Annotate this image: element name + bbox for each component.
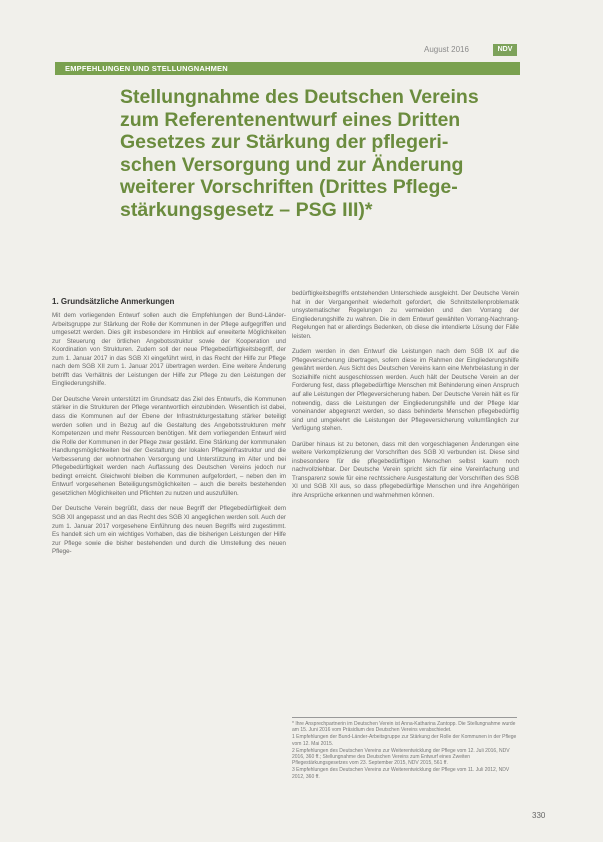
left-column xyxy=(52,297,286,564)
page-number: 330 xyxy=(532,811,546,820)
body-paragraph: Darüber hinaus ist zu betonen, dass mit den vorgeschlagenen Änderungen eine weitere Verkomplizierung der Vorschriften des SGB XI verbunden ist. Diese sind insbesondere für die pflegebedürftigen Menschen selbst kaum noch nachvollziehbar. Der Deutsche Verein spricht sich für eine Vereinfachung und Transparenz sowie für eine rechtssichere Ausgestaltung der Vorschriften des SGB XI und SGB XII aus, so dass pflegebedürftige Menschen und ihre Angehörigen ihre Ansprüche erkennen und wahrnehmen können. xyxy=(292,440,519,500)
section-label: EMPFEHLUNGEN UND STELLUNGNAHMEN xyxy=(65,64,228,73)
body-paragraph: Mit dem vorliegenden Entwurf sollen auch die Empfehlungen der Bund-Länder-Arbeitsgruppe zur Stärkung der Rolle der Kommunen in der Pflege aufgegriffen und umgesetzt werden. Dies gilt insbesondere im Hinblick auf erweiterte Möglichkeiten zur Steuerung der örtlichen Angebotsstruktur sowie der Kooperation und Koordination von Strukturen. Zudem soll der neue Pflegebedürftigkeitsbegriff, der zum 1. Januar 2017 in das SGB XI eingeführt wird, in das Recht der Hilfe zur Pflege nach dem SGB XII zum 1. Januar 2017 übertragen werden. Eine weitere Änderung betrifft das Verhältnis der Leistungen der Hilfe zur Pflege zu den Leistungen der Eingliederungshilfe. xyxy=(52,312,286,388)
title-line: zum Referentenentwurf eines Dritten xyxy=(120,108,461,131)
footnote: * Ihre Ansprechpartnerin im Deutschen Verein ist Anna-Katharina Zantopp. Die Stellungnahme wurde am 15. Juni 2016 vom Präsidium des Deutschen Vereins verabschiedet. xyxy=(292,721,516,734)
body-paragraph: Zudem werden in den Entwurf die Leistungen nach dem SGB IX auf die Pflegeversicherung übertragen, sofern diese im Rahmen der Eingliederungshilfe gewährt werden. Aus Sicht des Deutschen Vereins kann eine Mehrbelastung in der Sozialhilfe nicht ausgeschlossen werden. Auch hält der Deutsche Verein an der Forderung fest, dass pflegebedürftige Menschen mit Behinderung einen Anspruch auf alle Leistungen der Pflegeversicherung haben. Der Deutsche Verein hält es für notwendig, dass die Leistungen der Eingliederungshilfe und der Pflege klar voneinander abgegrenzt werden, so dass behinderte Menschen pflegebedürftig sind und umgekehrt die Leistungen der Pflegeversicherung vollumfänglich zur Verfügung stehen. xyxy=(292,348,520,433)
footnote: 1 Empfehlungen der Bund-Länder-Arbeitsgruppe zur Stärkung der Rolle der Kommunen in der Pflege vom 12. Mai 2015. xyxy=(292,734,517,747)
body-paragraph: bedürftigkeitsbegriffs entstehenden Unterschiede ausgleicht. Der Deutsche Verein hat in der Vergangenheit wiederholt gefordert, die Schnittstellenproblematik unsystematischer Regelungen zu vermeiden und den Vorrang der Eingliederungshilfe zu wahren. Die in dem Entwurf gewählten Vorrang-Nachrang-Regelungen hat er allerdings Bedenken, ob diese die intendierte Lösung der Fälle leisten. xyxy=(292,290,519,340)
title-line: schen Versorgung und zur Änderung xyxy=(120,153,464,176)
body-paragraph: Der Deutsche Verein begrüßt, dass der neue Begriff der Pflegebedürftigkeit dem SGB XII angepasst und an das Recht des SGB XI angeglichen werden soll. Auch der zum 1. Januar 2017 vorgesehene Einführung des neuen Begriffs wird zugestimmt. Es handelt sich um ein wichtiges Vorhaben, das die bisherigen Leistungen der Hilfe zur Pflege sowie die bisher bestehenden und durch die Umstellung des neuen Pflege- xyxy=(52,505,286,556)
journal-badge: NDV xyxy=(493,44,517,56)
body-paragraph: Der Deutsche Verein unterstützt im Grundsatz das Ziel des Entwurfs, die Kommunen stärker in die Strukturen der Pflege verantwortlich einzubinden. Wesentlich ist dabei, dass die Kommunen auf der Ebene der Infrastrukturgestaltung stärker beteiligt werden sollen und in Bezug auf die Gestaltung des Angebotsstrukturen mehr Kompetenzen und mehr Ressourcen benötigen. Mit dem vorliegenden Entwurf wird die Rolle der Kommunen in der Pflege zwar gestärkt. Eine Stärkung der kommunalen Handlungsmöglichkeiten bei der Gestaltung der lokalen Pflegeinfrastruktur und die Verbesserung der wohnortnahen Versorgung und Unterstützung im Alter und bei Pflegebedürftigkeit werden nach Auffassung des Deutschen Vereins jedoch nur bedingt erreicht. Gleichwohl bleiben die Kommunen aufgefordert, – neben den im Entwurf vorgesehenen Beteiligungsmöglichkeiten – auch die bereits bestehenden gesetzlichen Möglichkeiten und Pflichten zu nutzen und auszufüllen. xyxy=(52,395,286,497)
right-column xyxy=(292,290,519,508)
footnotes xyxy=(292,717,517,781)
document-title xyxy=(120,86,520,221)
title-line: Stellungnahme des Deutschen Vereins xyxy=(120,86,479,108)
title-line: Gesetzes zur Stärkung der pflegeri- xyxy=(120,131,449,153)
title-line: weiterer Vorschriften (Drittes Pflege- xyxy=(120,176,458,198)
footnote: 3 Empfehlungen des Deutschen Vereins zur Weiterentwicklung der Pflege vom 11. Juli 2012, NDV 2012, 360 ff. xyxy=(292,767,510,780)
issue-date: August 2016 xyxy=(424,45,469,54)
section-heading: 1. Grundsätzliche Anmerkungen xyxy=(52,297,175,306)
title-line: stärkungsgesetz – PSG III)* xyxy=(120,198,373,221)
footnote: 2 Empfehlungen des Deutschen Vereins zur Weiterentwicklung der Pflege vom 12. Juli 2016, NDV 2016, 360 ff.; Stellungnahme des Deutschen Vereins zum Entwurf eines Zweiten Pflegestärkungsgesetzes vom 23. September 2015, NDV 2015, 561 ff. xyxy=(292,747,510,767)
